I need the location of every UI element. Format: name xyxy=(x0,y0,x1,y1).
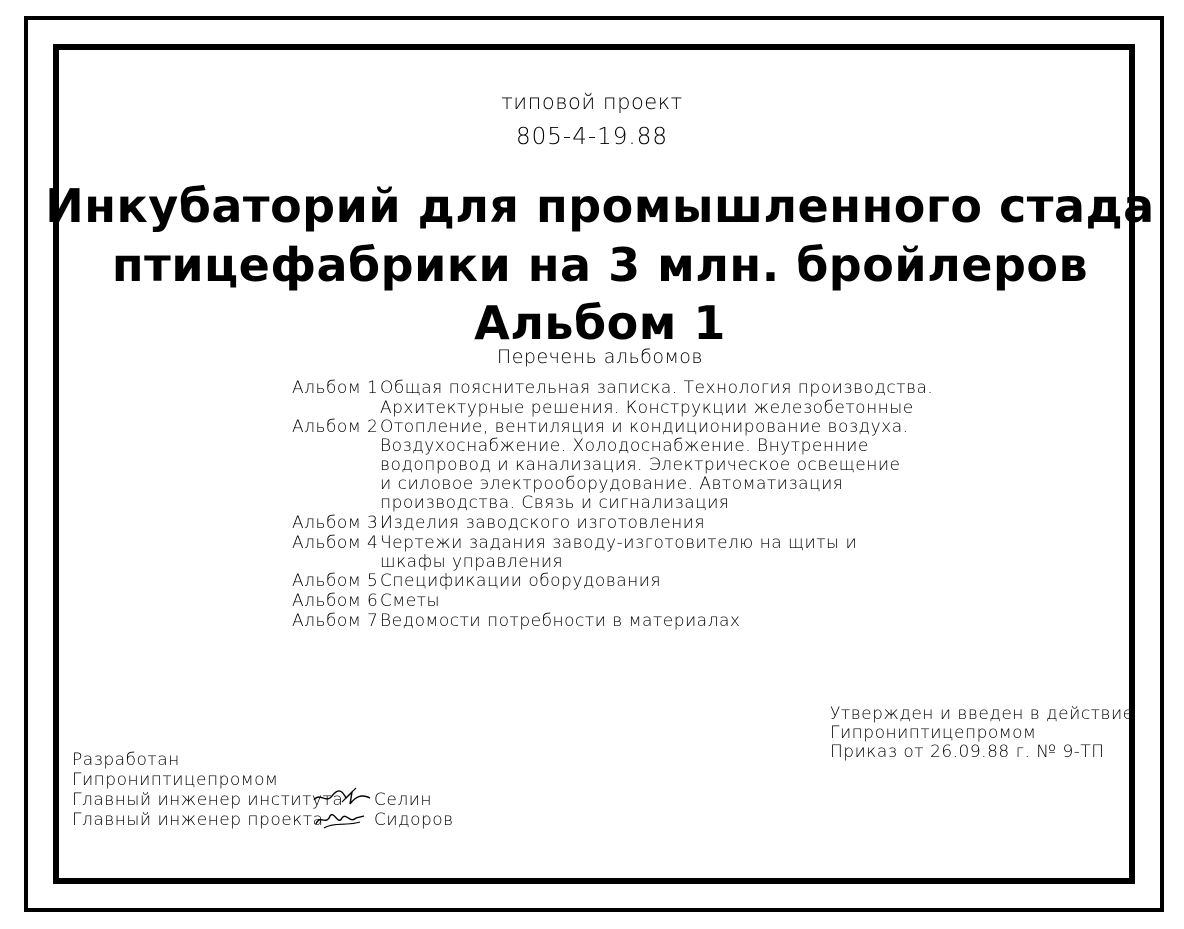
album-desc-line: производства. Связь и сигнализация xyxy=(380,493,730,513)
album-label: Альбом 2 xyxy=(292,417,379,437)
album-label: Альбом 1 xyxy=(292,378,379,398)
album-desc-line: Общая пояснительная записка. Технология производства. xyxy=(380,378,934,398)
album-desc-line: Отопление, вентиляция и кондиционирование воздуха. xyxy=(380,417,909,437)
album-desc-line: Сметы xyxy=(380,591,440,611)
album-desc-line: Изделия заводского изготовления xyxy=(380,513,706,533)
album-desc-line: шкафы управления xyxy=(380,552,564,572)
chief-institute-label: Главный инженер института xyxy=(72,790,344,810)
album-desc-line: Ведомости потребности в материалах xyxy=(380,611,741,631)
project-code: 805-4-19.88 xyxy=(516,124,668,150)
album-desc-line: водопровод и канализация. Электрическое освещение xyxy=(380,455,901,475)
album-desc-line: Спецификации оборудования xyxy=(380,571,662,591)
signature-sidorov-icon xyxy=(314,806,370,832)
project-type: типовой проект xyxy=(501,90,683,114)
title-line-1: Инкубаторий для промышленного стада xyxy=(45,179,1155,233)
albums-list-heading: Перечень альбомов xyxy=(496,346,704,368)
album-title: Альбом 1 xyxy=(474,296,726,350)
album-label: Альбом 7 xyxy=(292,611,379,631)
approval-line-1: Утвержден и введен в действие xyxy=(830,704,1134,724)
chief-project-name: Сидоров xyxy=(374,810,454,830)
developed-by-label: Разработан xyxy=(72,750,180,770)
approval-line-2: Гипрониптицепромом xyxy=(830,723,1037,743)
album-label: Альбом 5 xyxy=(292,571,379,591)
album-desc-line: Воздухоснабжение. Холодоснабжение. Внутренние xyxy=(380,436,869,456)
developer-organization: Гипрониптицепромом xyxy=(72,770,279,790)
album-desc-line: Архитектурные решения. Конструкции железобетонные xyxy=(380,398,914,418)
album-label: Альбом 4 xyxy=(292,533,379,553)
approval-line-3: Приказ от 26.09.88 г. № 9-ТП xyxy=(830,742,1105,762)
album-label: Альбом 3 xyxy=(292,513,379,533)
album-desc-line: Чертежи задания заводу-изготовителю на щиты и xyxy=(380,533,858,553)
album-desc-line: и силовое электрооборудование. Автоматизация xyxy=(380,474,844,494)
album-label: Альбом 6 xyxy=(292,591,379,611)
title-line-2: птицефабрики на 3 млн. бройлеров xyxy=(111,238,1089,292)
chief-project-label: Главный инженер проекта xyxy=(72,810,324,830)
chief-institute-name: Селин xyxy=(374,790,433,810)
